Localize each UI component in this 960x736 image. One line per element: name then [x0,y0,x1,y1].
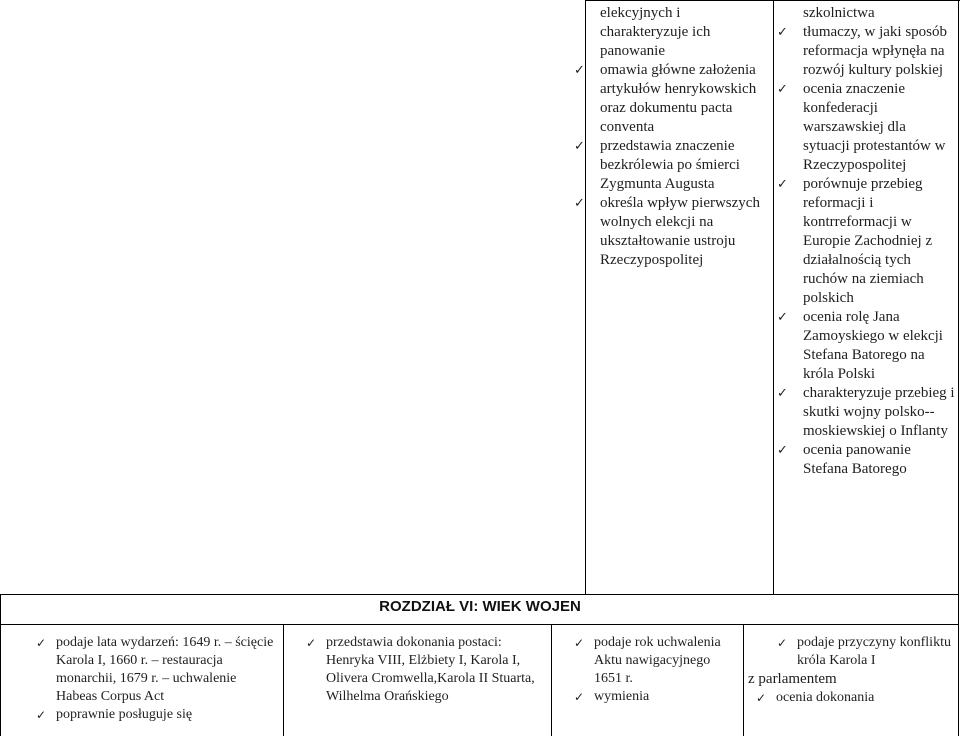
requirements-list-middle [574,4,764,270]
checkmark-icon: ✓ [574,690,585,704]
checkmark-icon: ✓ [777,636,788,650]
list-item-text: wymienia [594,689,650,704]
list-item-text: ocenia dokonania [776,690,875,705]
table-divider-bottom-1 [283,624,284,736]
table-divider-top [773,0,774,594]
list-item [777,4,955,23]
bottom-cell-2 [306,634,536,706]
list-item [574,4,764,61]
top-right-cell [777,4,955,479]
list-item [36,634,276,706]
requirements-list-2 [306,634,536,706]
list-item-text: przedstawia znaczenie bezkrólewia po śmierci Zygmunta Augusta [600,138,740,192]
list-item-text: omawia główne założenia artykułów henrykowskich oraz dokumentu pacta conventa [600,62,757,135]
checkmark-icon: ✓ [36,636,47,650]
list-item-text: ocenia panowanie Stefana Batorego [803,442,911,477]
list-item-text: ocenia rolę Jana Zamoyskiego w elekcji Stefana Batorego na króla Polski [803,309,943,382]
checkmark-icon: ✓ [777,310,788,325]
table-rule-1 [0,594,959,595]
list-item [574,688,734,706]
list-item-text: podaje rok uchwalenia Aktu nawigacyjnego 1651 r. [594,635,721,686]
list-item [777,80,955,175]
section-heading: ROZDZIAŁ VI: WIEK WOJEN [379,598,581,615]
continuation-text: z parlamentem [748,671,837,687]
list-item [777,23,955,80]
bottom-cell-3 [574,634,734,706]
list-item [36,706,276,724]
checkmark-icon: ✓ [756,691,767,705]
checkmark-icon: ✓ [574,196,585,211]
list-item [756,689,954,707]
list-item-text: szkolnictwa [803,5,875,21]
list-item-text: ocenia znaczenie konfederacji warszawskiej dla sytuacji protestantów w Rzeczypospolitej [803,81,946,173]
requirements-list-4b [756,689,954,707]
list-item [777,175,955,308]
list-item [574,61,764,137]
requirements-list-1 [36,634,276,724]
list-item-text: podaje lata wydarzeń: 1649 r. – ścięcie Karola I, 1660 r. – restauracja monarchii, 1679 r. – uchwalenie Habeas Corpus Act [56,635,274,704]
list-item [777,308,955,384]
table-rule-2 [0,624,959,625]
list-item [777,634,954,670]
list-item [574,137,764,194]
list-item [574,634,734,688]
top-middle-cell [574,4,764,270]
checkmark-icon: ✓ [777,25,788,40]
checkmark-icon: ✓ [574,63,585,78]
requirements-list-right [777,4,955,479]
list-item [777,441,955,479]
list-item [306,634,536,706]
list-item-text: przedstawia dokonania postaci: Henryka VIII, Elżbiety I, Karola I, Olivera Cromwella,Karola II Stuarta, Wilhelma Orańskiego [326,635,535,704]
checkmark-icon: ✓ [777,386,788,401]
requirements-list-3 [574,634,734,706]
table-divider-bottom-2 [551,624,552,736]
list-item [777,384,955,441]
list-item-text: charakteryzuje przebieg i skutki wojny polsko-- moskiewskiej o Inflanty [803,385,955,439]
table-divider-bottom-3 [743,624,744,736]
checkmark-icon: ✓ [777,177,788,192]
checkmark-icon: ✓ [36,708,47,722]
table-border-right [958,0,959,736]
list-item-text: porównuje przebieg reformacji i kontrreformacji w Europie Zachodniej z działalnością tych ruchów na ziemiach polskich [803,176,933,306]
bottom-cell-4 [748,634,954,707]
checkmark-icon: ✓ [306,636,317,650]
requirements-list-4 [777,634,954,670]
list-item [574,194,764,270]
list-item-text: podaje przyczyny konfliktu króla Karola I [797,635,951,668]
checkmark-icon: ✓ [574,636,585,650]
list-item-text: określa wpływ pierwszych wolnych elekcji na ukształtowanie ustroju Rzeczypospolitej [600,195,760,268]
list-item-text: tłumaczy, w jaki sposób reformacja wpłynęła na rozwój kultury polskiej [803,24,948,78]
checkmark-icon: ✓ [777,443,788,458]
checkmark-icon: ✓ [777,82,788,97]
bottom-cell-1 [36,634,276,724]
checkmark-icon: ✓ [574,139,585,154]
list-item-text: poprawnie posługuje się [56,707,193,722]
list-item-text: elekcyjnych i charakteryzuje ich panowanie [600,5,711,59]
